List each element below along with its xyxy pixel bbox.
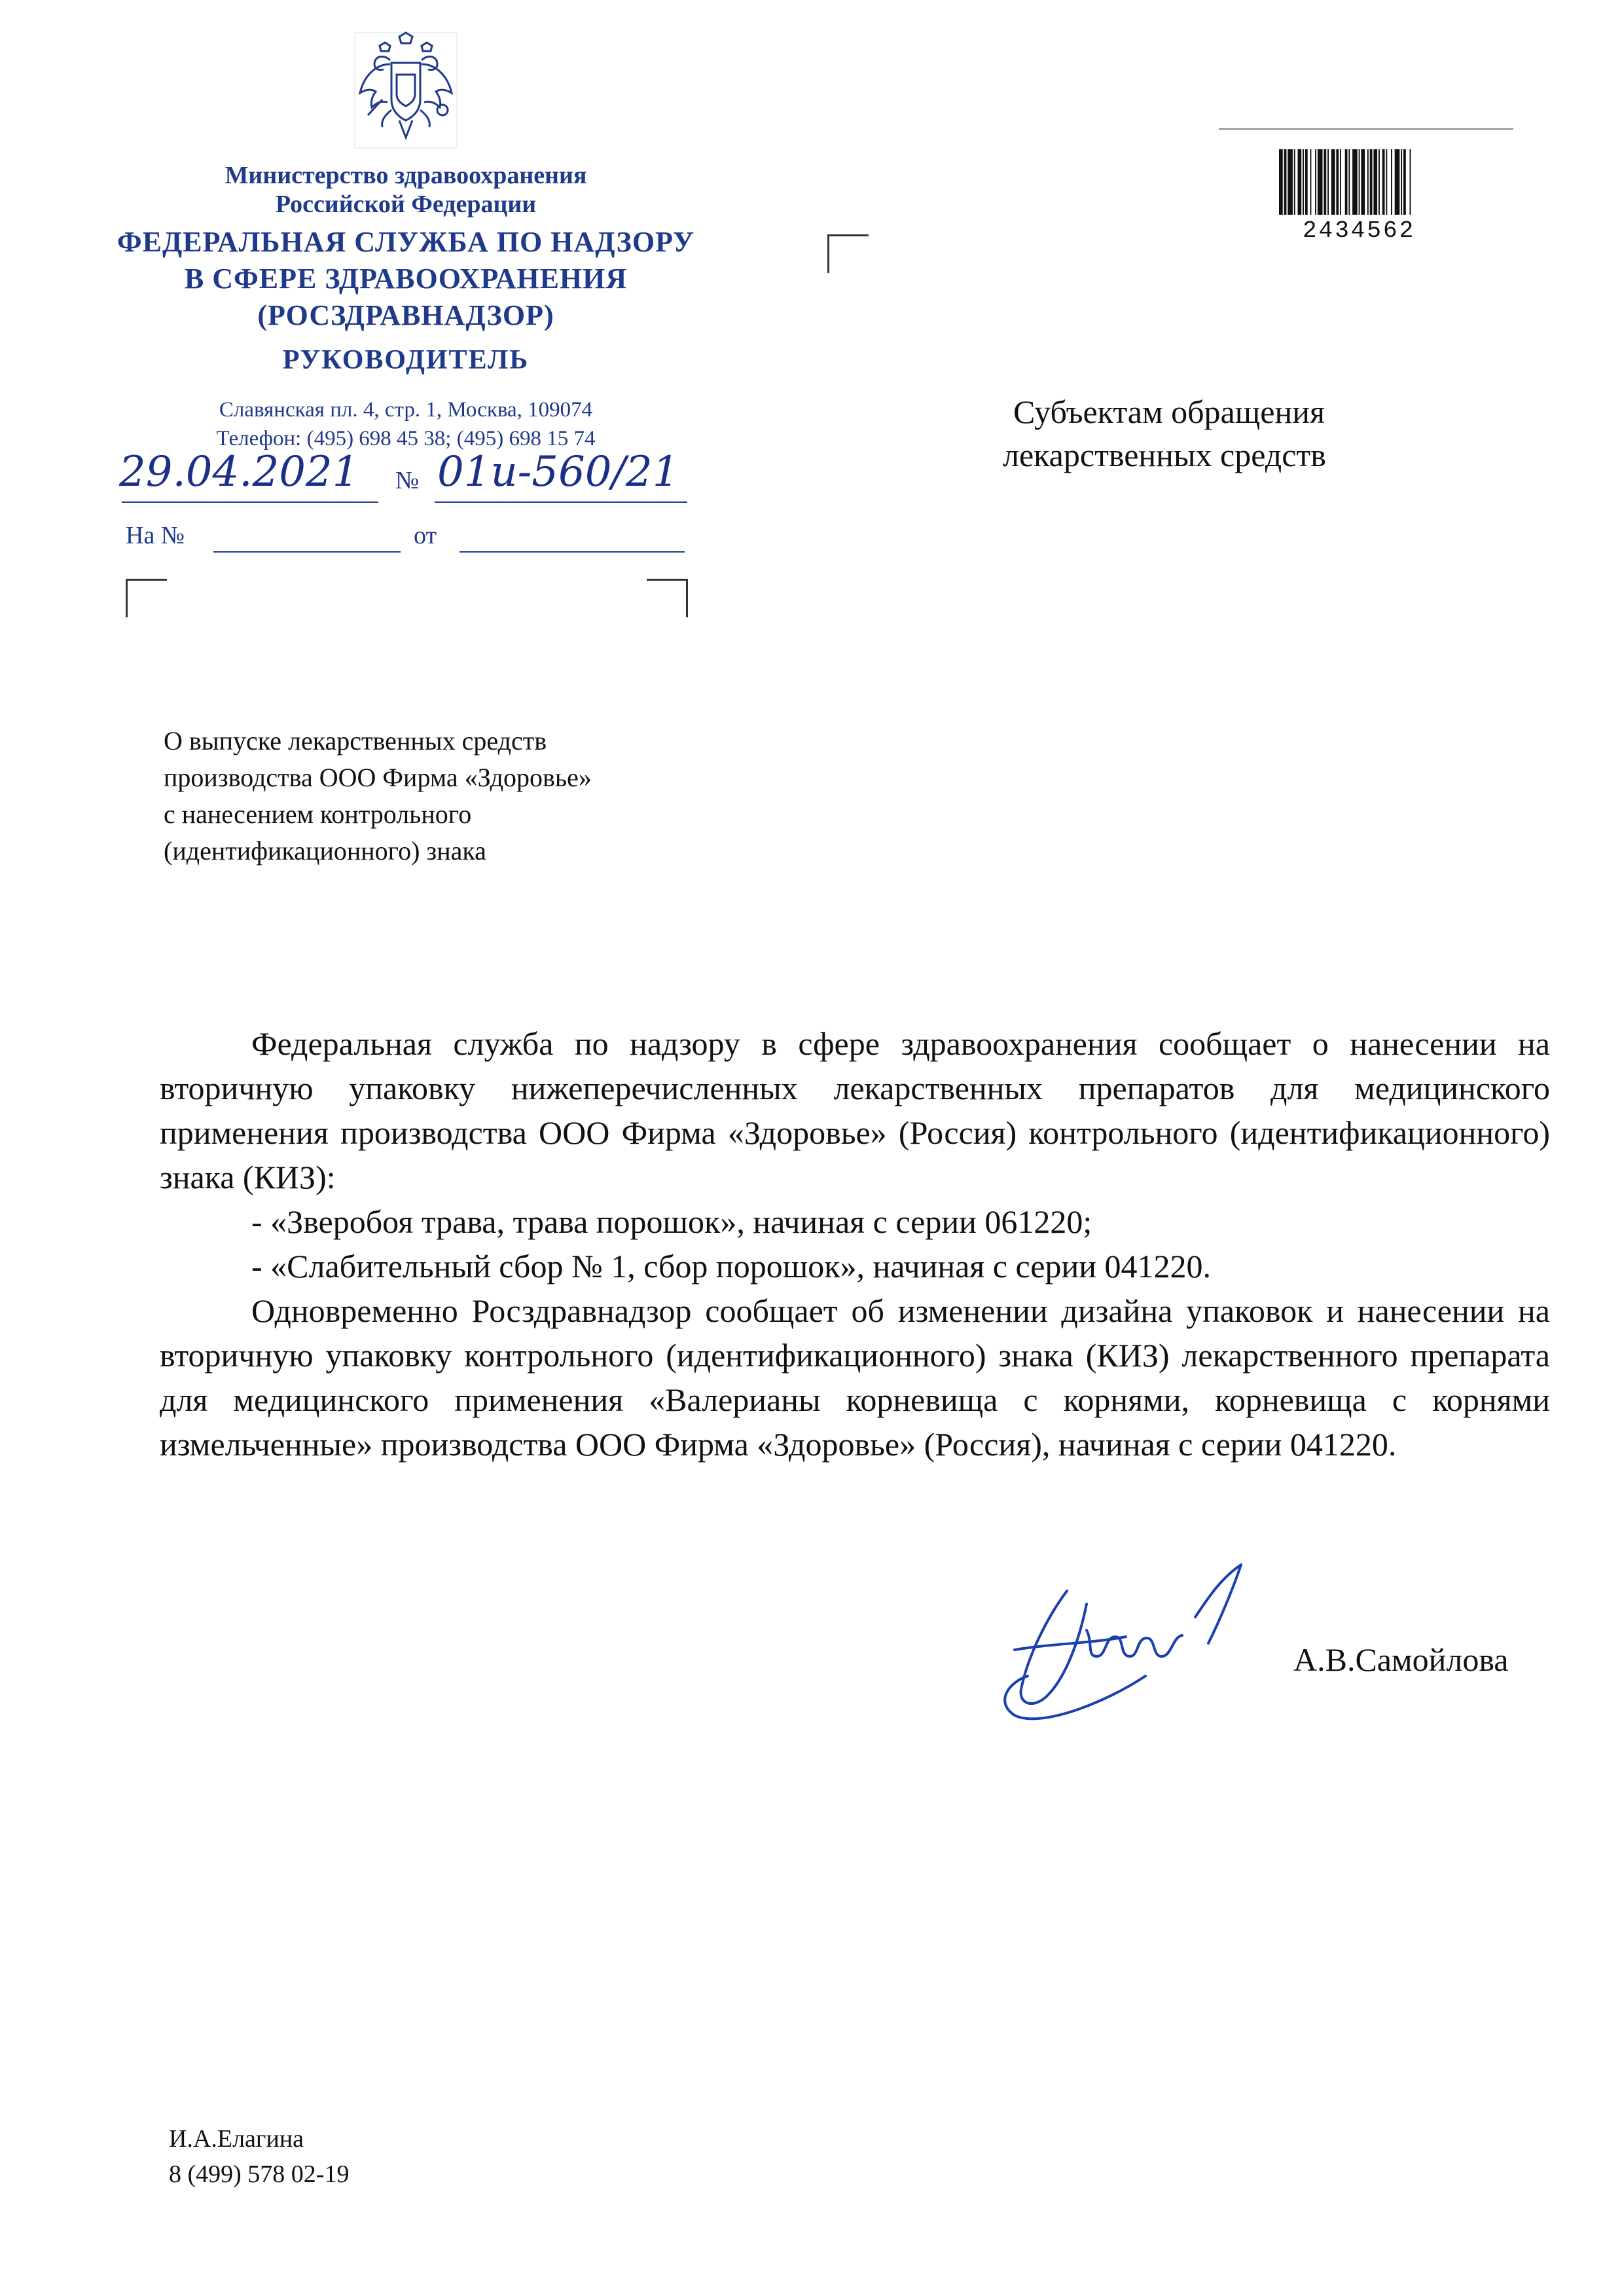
- barcode-bar: [1345, 149, 1348, 215]
- reply-date-field: [460, 551, 685, 553]
- addressee-line1: Субъектам обращения: [1013, 393, 1325, 430]
- barcode-bar: [1395, 149, 1400, 215]
- reply-number-label: На №: [126, 522, 185, 549]
- date-underline: [122, 501, 378, 503]
- barcode-bar: [1305, 149, 1308, 215]
- barcode-bar: [1370, 149, 1373, 215]
- ministry-name-line1: Министерство здравоохранения: [225, 162, 587, 189]
- ministry-name-line2: Российской Федерации: [275, 191, 537, 218]
- head-title: РУКОВОДИТЕЛЬ: [282, 345, 530, 375]
- barcode-icon: [1276, 149, 1479, 223]
- addressee-line2: лекарственных средств: [1003, 437, 1326, 473]
- phone-line: Телефон: (495) 698 45 38; (495) 698 15 74: [216, 427, 596, 450]
- signer-name: А.В.Самойлова: [1293, 1641, 1509, 1678]
- subject-line4: (идентификационного) знака: [164, 836, 486, 866]
- body-paragraph-1: Федеральная служба по надзору в сфере здравоохранения сообщает о нанесении на вторичную упаковку нижеперечисленных лекарственных препаратов для медицинского применения производства ООО Фирма «Здоровье» (Россия) контрольного (идентификационного) знака (КИЗ):: [160, 1025, 1550, 1195]
- subject-line3: с нанесением контрольного: [164, 799, 472, 829]
- reply-number-field: [213, 551, 401, 553]
- barcode-top-line: [1219, 128, 1513, 130]
- barcode-bar: [1361, 149, 1365, 215]
- barcode-bar: [1348, 149, 1350, 215]
- subject-line1: О выпуске лекарственных средств: [164, 726, 547, 756]
- service-name-line2: В СФЕРЕ ЗДРАВООХРАНЕНИЯ: [184, 263, 628, 295]
- service-name-line3: (РОСЗДРАВНАДЗОР): [257, 299, 554, 331]
- barcode-bar: [1340, 149, 1341, 215]
- barcode-bar: [1410, 149, 1411, 215]
- barcode-bar: [1386, 149, 1387, 215]
- barcode-bar: [1359, 149, 1360, 215]
- barcode-bar: [1401, 149, 1402, 215]
- subject-left-corner-mark: [126, 579, 167, 617]
- barcode-bar: [1279, 149, 1283, 215]
- barcode-bar: [1318, 149, 1323, 215]
- barcode-bar: [1382, 149, 1385, 215]
- executor-phone: 8 (499) 578 02-19: [169, 2160, 350, 2188]
- reply-date-label: от: [414, 522, 437, 549]
- handwritten-signature: [988, 1552, 1296, 1741]
- barcode-bar: [1303, 149, 1304, 215]
- subject-line2: производства ООО Фирма «Здоровье»: [164, 763, 592, 792]
- body-list-item-1: - «Зверобоя трава, трава порошок», начиная с серии 061220;: [251, 1203, 1092, 1240]
- barcode-bar: [1379, 149, 1380, 215]
- outgoing-date: 29.04.2021: [119, 448, 359, 496]
- subject-right-corner-mark: [647, 579, 688, 617]
- letter-body: [160, 1021, 1550, 1467]
- addressee-corner-mark: [827, 234, 869, 273]
- barcode-bar: [1391, 149, 1392, 215]
- barcode-bar: [1327, 149, 1329, 215]
- barcode-bar: [1298, 149, 1302, 215]
- barcode-bar: [1373, 149, 1377, 215]
- barcode-bar: [1288, 149, 1293, 215]
- barcode-bar: [1315, 149, 1316, 215]
- outgoing-number: 01и-560/21: [437, 448, 679, 496]
- barcode-bar: [1324, 149, 1326, 215]
- barcode-bar: [1403, 149, 1406, 215]
- barcode-bar: [1331, 149, 1335, 215]
- barcode-bar: [1352, 149, 1358, 215]
- barcode-number: 2434562: [1303, 217, 1416, 244]
- service-name-line1: ФЕДЕРАЛЬНАЯ СЛУЖБА ПО НАДЗОРУ: [117, 226, 695, 258]
- barcode-bar: [1310, 149, 1312, 215]
- barcode-bar: [1284, 149, 1287, 215]
- body-paragraph-2: Одновременно Росздравнадзор сообщает об изменении дизайна упаковок и нанесении на вторичную упаковку контрольного (идентификационного) знака (КИЗ) лекарственного препарата для медицинского применения «Валерианы корневища с корнями, корневища с корнями измельченные» производства ООО Фирма «Здоровье» (Россия), начиная с серии 041220.: [160, 1292, 1550, 1463]
- number-underline: [435, 501, 687, 503]
- address-line: Славянская пл. 4, стр. 1, Москва, 109074: [219, 398, 593, 422]
- coat-of-arms-icon: [353, 31, 458, 149]
- barcode-bar: [1367, 149, 1369, 215]
- executor-name: И.А.Елагина: [169, 2125, 304, 2153]
- barcode-bar: [1294, 149, 1295, 215]
- body-list-item-2: - «Слабительный сбор № 1, сбор порошок», начиная с серии 041220.: [251, 1248, 1211, 1285]
- number-sign: №: [395, 467, 420, 494]
- barcode-bar: [1336, 149, 1339, 215]
